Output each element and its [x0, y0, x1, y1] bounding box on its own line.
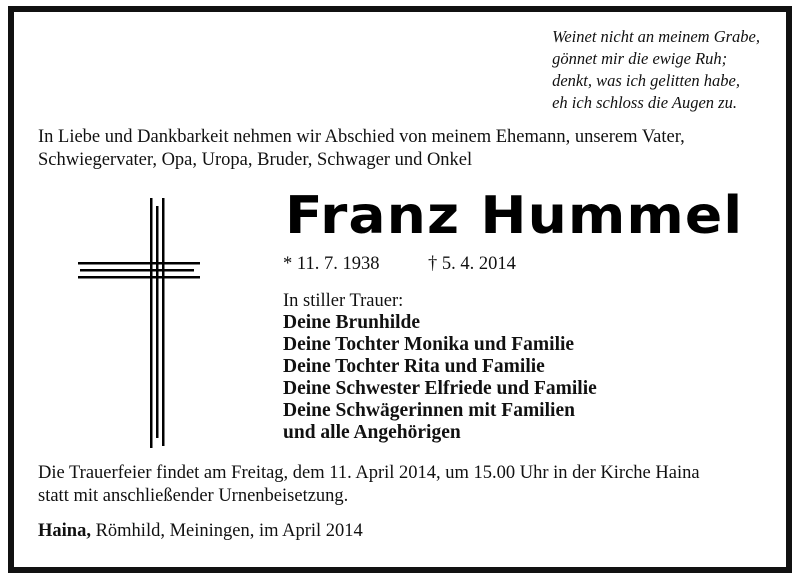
deceased-name: Franz Hummel	[285, 186, 744, 246]
place-town: Haina,	[38, 521, 91, 541]
mourner-entry: Deine Brunhilde	[283, 312, 421, 333]
mourners-list	[283, 312, 597, 444]
ceremony-info	[38, 462, 700, 508]
mourning-label: In stiller Trauer:	[283, 291, 404, 311]
cross-icon	[70, 198, 200, 448]
place-and-date	[38, 521, 363, 542]
ceremony-line: statt mit anschließender Urnenbeisetzung.	[38, 486, 349, 506]
life-dates	[283, 254, 516, 275]
intro-line: Schwiegervater, Opa, Uropa, Bruder, Schwager und Onkel	[38, 150, 473, 170]
intro-line: In Liebe und Dankbarkeit nehmen wir Abschied von meinem Ehemann, unserem Vater,	[38, 127, 685, 147]
ceremony-line: Die Trauerfeier findet am Freitag, dem 11. April 2014, um 15.00 Uhr in der Kirche Haina	[38, 463, 700, 483]
poem-line: gönnet mir die ewige Ruh;	[552, 49, 728, 68]
place-rest: Römhild, Meiningen, im April 2014	[90, 521, 363, 541]
mourner-entry: Deine Tochter Monika und Familie	[283, 334, 575, 355]
mourner-entry: Deine Schwester Elfriede und Familie	[283, 378, 597, 399]
poem-line: eh ich schloss die Augen zu.	[552, 93, 737, 112]
poem-line: denkt, was ich gelitten habe,	[552, 71, 740, 90]
intro-text	[38, 126, 685, 172]
poem-line: Weinet nicht an meinem Grabe,	[552, 27, 760, 46]
death-date: † 5. 4. 2014	[428, 254, 516, 274]
birth-date: * 11. 7. 1938	[283, 254, 380, 274]
mourner-entry: Deine Tochter Rita und Familie	[283, 356, 545, 377]
mourner-entry: und alle Angehörigen	[283, 422, 461, 443]
mourner-entry: Deine Schwägerinnen mit Familien	[283, 400, 575, 421]
memorial-poem	[552, 26, 760, 114]
